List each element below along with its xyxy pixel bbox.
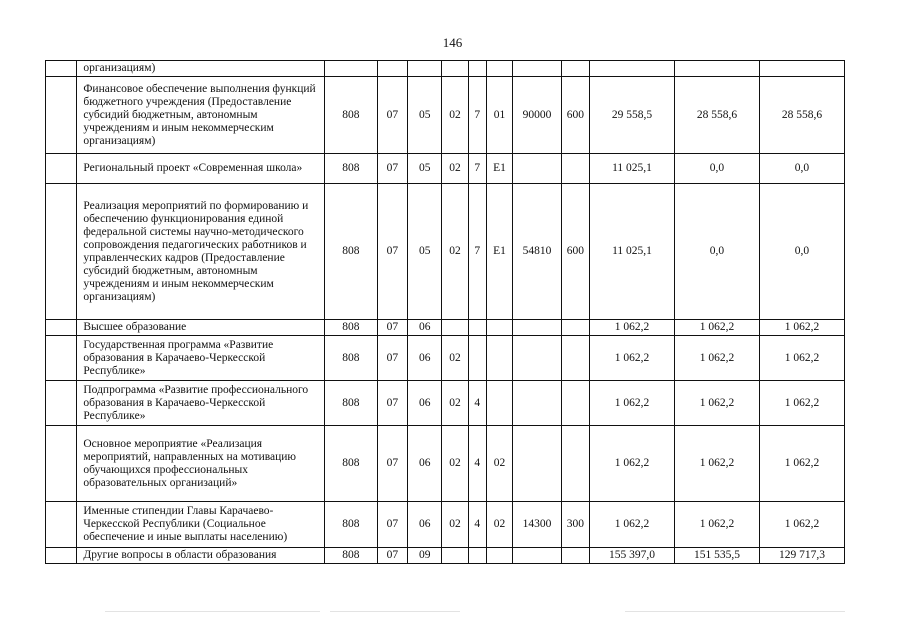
- code-subsection: 06: [408, 336, 442, 381]
- code-event: 02: [486, 426, 512, 502]
- amount-year-2: [674, 61, 759, 77]
- code-section: [377, 61, 407, 77]
- code-section: 07: [377, 184, 407, 320]
- code-subsection: 06: [408, 426, 442, 502]
- code-gr: 808: [325, 381, 378, 426]
- amount-year-2: 1 062,2: [674, 320, 759, 336]
- code-expense-type: [561, 548, 589, 564]
- empty-cell: [46, 426, 77, 502]
- code-gr: 808: [325, 502, 378, 548]
- empty-cell: [46, 320, 77, 336]
- empty-cell: [46, 381, 77, 426]
- code-subsection: [408, 61, 442, 77]
- amount-year-2: 1 062,2: [674, 502, 759, 548]
- code-event: E1: [486, 184, 512, 320]
- amount-year-1: [590, 61, 675, 77]
- code-direction: [513, 320, 562, 336]
- table-row: [46, 154, 845, 184]
- code-subprogram: 7: [468, 184, 486, 320]
- code-program: 02: [442, 184, 468, 320]
- amount-year-2: 0,0: [674, 184, 759, 320]
- code-program: 02: [442, 381, 468, 426]
- code-event: E1: [486, 154, 512, 184]
- empty-cell: [46, 184, 77, 320]
- code-direction: 90000: [513, 77, 562, 154]
- amount-year-3: 1 062,2: [759, 320, 844, 336]
- code-expense-type: [561, 381, 589, 426]
- code-gr: 808: [325, 77, 378, 154]
- code-expense-type: [561, 336, 589, 381]
- code-expense-type: 600: [561, 77, 589, 154]
- table-row: [46, 548, 845, 564]
- code-subprogram: [468, 336, 486, 381]
- code-direction: [513, 426, 562, 502]
- table-row: [46, 426, 845, 502]
- amount-year-1: 155 397,0: [590, 548, 675, 564]
- code-gr: 808: [325, 426, 378, 502]
- code-program: 02: [442, 502, 468, 548]
- code-program: 02: [442, 154, 468, 184]
- code-event: 01: [486, 77, 512, 154]
- code-gr: 808: [325, 184, 378, 320]
- code-section: 07: [377, 548, 407, 564]
- amount-year-1: 29 558,5: [590, 77, 675, 154]
- table-row: [46, 381, 845, 426]
- scan-artifact-line: [105, 611, 320, 612]
- code-event: 02: [486, 502, 512, 548]
- empty-cell: [46, 154, 77, 184]
- amount-year-2: 1 062,2: [674, 336, 759, 381]
- code-expense-type: 300: [561, 502, 589, 548]
- row-name: Высшее образование: [77, 320, 325, 336]
- code-section: 07: [377, 320, 407, 336]
- code-program: 02: [442, 77, 468, 154]
- code-event: [486, 336, 512, 381]
- code-expense-type: [561, 426, 589, 502]
- code-subprogram: 7: [468, 77, 486, 154]
- amount-year-3: 129 717,3: [759, 548, 844, 564]
- code-direction: 14300: [513, 502, 562, 548]
- row-name: Финансовое обеспечение выполнения функций бюджетного учреждения (Предоставление субсидий бюджетным, автономным учреждениям и иным некоммерческим организациям): [77, 77, 325, 154]
- table-row: [46, 336, 845, 381]
- code-section: 07: [377, 502, 407, 548]
- code-subsection: 06: [408, 320, 442, 336]
- code-subprogram: 4: [468, 426, 486, 502]
- table-row: [46, 184, 845, 320]
- code-program: [442, 320, 468, 336]
- row-name: Государственная программа «Развитие образования в Карачаево-Черкесской Республике»: [77, 336, 325, 381]
- code-subprogram: 4: [468, 381, 486, 426]
- table-row: [46, 320, 845, 336]
- code-subsection: 05: [408, 154, 442, 184]
- row-name: организациям): [77, 61, 325, 77]
- code-expense-type: [561, 320, 589, 336]
- amount-year-3: 28 558,6: [759, 77, 844, 154]
- code-direction: [513, 548, 562, 564]
- amount-year-2: 1 062,2: [674, 381, 759, 426]
- amount-year-3: 1 062,2: [759, 381, 844, 426]
- table-row: [46, 502, 845, 548]
- code-direction: [513, 61, 562, 77]
- code-event: [486, 61, 512, 77]
- code-subprogram: [468, 548, 486, 564]
- code-event: [486, 320, 512, 336]
- code-section: 07: [377, 381, 407, 426]
- amount-year-1: 1 062,2: [590, 502, 675, 548]
- code-gr: 808: [325, 336, 378, 381]
- code-section: 07: [377, 77, 407, 154]
- code-program: [442, 548, 468, 564]
- row-name: Реализация мероприятий по формированию и обеспечению функционирования единой федеральной системы научно-методического сопровождения педагогических работников и управленческих кадров (Предоставление субсидий бюджетным, автономным учреждениям и иным некоммерческим организациям): [77, 184, 325, 320]
- code-direction: 54810: [513, 184, 562, 320]
- row-name: Основное мероприятие «Реализация мероприятий, направленных на мотивацию обучающихся профессиональных образовательных организаций»: [77, 426, 325, 502]
- budget-table: [45, 60, 845, 564]
- row-name: Региональный проект «Современная школа»: [77, 154, 325, 184]
- code-subprogram: 7: [468, 154, 486, 184]
- code-section: 07: [377, 154, 407, 184]
- scan-artifact-line: [330, 611, 460, 612]
- amount-year-3: 1 062,2: [759, 502, 844, 548]
- amount-year-1: 1 062,2: [590, 336, 675, 381]
- page-number: 146: [442, 35, 463, 50]
- code-subprogram: 4: [468, 502, 486, 548]
- amount-year-3: [759, 61, 844, 77]
- code-program: 02: [442, 336, 468, 381]
- code-program: 02: [442, 426, 468, 502]
- empty-cell: [46, 77, 77, 154]
- amount-year-3: 0,0: [759, 154, 844, 184]
- amount-year-1: 11 025,1: [590, 184, 675, 320]
- code-direction: [513, 154, 562, 184]
- code-direction: [513, 381, 562, 426]
- code-subprogram: [468, 320, 486, 336]
- table-row: [46, 77, 845, 154]
- code-subsection: 05: [408, 184, 442, 320]
- empty-cell: [46, 502, 77, 548]
- code-subsection: 09: [408, 548, 442, 564]
- code-gr: 808: [325, 320, 378, 336]
- code-expense-type: [561, 61, 589, 77]
- code-gr: 808: [325, 548, 378, 564]
- code-expense-type: 600: [561, 184, 589, 320]
- code-section: 07: [377, 426, 407, 502]
- code-subsection: 06: [408, 502, 442, 548]
- empty-cell: [46, 336, 77, 381]
- amount-year-2: 151 535,5: [674, 548, 759, 564]
- empty-cell: [46, 61, 77, 77]
- code-program: [442, 61, 468, 77]
- amount-year-3: 1 062,2: [759, 336, 844, 381]
- code-subsection: 06: [408, 381, 442, 426]
- code-direction: [513, 336, 562, 381]
- row-name: Подпрограмма «Развитие профессионального образования в Карачаево-Черкесской Республике»: [77, 381, 325, 426]
- amount-year-3: 1 062,2: [759, 426, 844, 502]
- amount-year-1: 1 062,2: [590, 381, 675, 426]
- code-section: 07: [377, 336, 407, 381]
- code-subsection: 05: [408, 77, 442, 154]
- amount-year-2: 28 558,6: [674, 77, 759, 154]
- table-row: [46, 61, 845, 77]
- amount-year-2: 1 062,2: [674, 426, 759, 502]
- row-name: Другие вопросы в области образования: [77, 548, 325, 564]
- code-gr: 808: [325, 154, 378, 184]
- code-expense-type: [561, 154, 589, 184]
- amount-year-1: 1 062,2: [590, 426, 675, 502]
- scan-artifact-line: [625, 611, 845, 612]
- code-subprogram: [468, 61, 486, 77]
- amount-year-1: 1 062,2: [590, 320, 675, 336]
- row-name: Именные стипендии Главы Карачаево-Черкесской Республики (Социальное обеспечение и иные выплаты населению): [77, 502, 325, 548]
- amount-year-3: 0,0: [759, 184, 844, 320]
- empty-cell: [46, 548, 77, 564]
- code-gr: [325, 61, 378, 77]
- amount-year-2: 0,0: [674, 154, 759, 184]
- code-event: [486, 381, 512, 426]
- code-event: [486, 548, 512, 564]
- amount-year-1: 11 025,1: [590, 154, 675, 184]
